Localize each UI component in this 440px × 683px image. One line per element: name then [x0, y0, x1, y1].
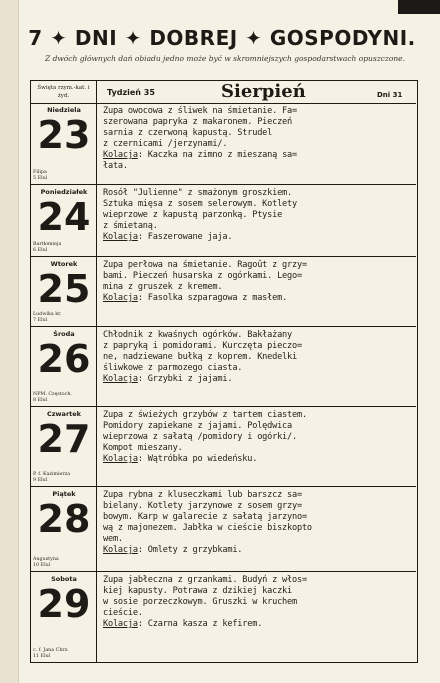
day-number: 23 [37, 113, 91, 157]
menu-line: ne, nadziewane bułką z koprem. Knedelki [103, 352, 297, 362]
menu-line: wą z majonezem. Jabłka w cieście biszkopto [103, 523, 312, 533]
day-name: Niedziela [47, 106, 81, 114]
day-name: Środa [53, 330, 75, 338]
day-name: Czwartek [47, 410, 81, 418]
saint-name: Bartłomieja 6 Elul [33, 242, 62, 253]
day-name: Poniedziałek [40, 188, 88, 196]
day-row [31, 257, 416, 327]
menu-line: Chłodnik z kwaśnych ogórków. Bakłażany [103, 330, 293, 340]
menu-line: Sztuka mięsa z sosem selerowym. Kotlety [103, 199, 297, 209]
day-menu [103, 490, 411, 556]
menu-line: Kompot mieszany. [103, 443, 183, 453]
menu-line: bowym. Karp w galarecie z sałatą jarzyno= [103, 512, 307, 522]
menu-line: cieście. [103, 608, 143, 618]
menu-line: Zupa owocowa z śliwek na śmietanie. Fa= [103, 106, 297, 116]
supper-line: Kolacja: Kaczka na zimno z mieszaną sa= [103, 150, 297, 160]
week-label: Tydzień 35 [107, 88, 155, 97]
days-count-label: Dni 31 [377, 91, 403, 99]
supper-label: Kolacja [103, 545, 138, 555]
supper-label: Kolacja [103, 374, 138, 384]
menu-line: z czernicami /jerzynami/. [103, 139, 228, 149]
supper-label: Kolacja [103, 232, 138, 242]
day-number: 29 [37, 582, 91, 626]
supper-line: Kolacja: Wątróbka po wiedeńsku. [103, 454, 258, 464]
menu-line: wem. [103, 534, 123, 544]
day-menu [103, 260, 411, 304]
day-number: 27 [37, 417, 91, 461]
supper-line: Kolacja: Fasolka szparagowa z masłem. [103, 293, 288, 303]
day-name: Piątek [52, 490, 76, 498]
day-row [31, 327, 416, 407]
page-corner-bar [398, 0, 440, 14]
day-row [31, 487, 416, 572]
menu-line: wieprzowa z sałatą /pomidory i ogórki/. [103, 432, 297, 442]
page-title: 7 ✦ DNI ✦ DOBREJ ✦ GOSPODYNI. [28, 26, 416, 50]
day-name: Wtorek [50, 260, 78, 268]
day-menu [103, 188, 411, 243]
day-column [31, 103, 97, 184]
supper-line: Kolacja: Grzybki z jajami. [103, 374, 233, 384]
day-menu [103, 106, 411, 172]
day-column [31, 407, 97, 486]
menu-line: bielany. Kotlety jarzynowe z sosem grzy= [103, 501, 302, 511]
day-number: 26 [37, 337, 91, 381]
menu-line: wieprzowe z kapustą parzonką. Ptysie [103, 210, 283, 220]
supper-label: Kolacja [103, 619, 138, 629]
day-column [31, 257, 97, 326]
day-row [31, 572, 416, 662]
menu-line: Zupa perłowa na śmietanie. Ragoût z grzy= [103, 260, 307, 270]
supper-continuation: łata. [103, 161, 128, 171]
day-menu [103, 410, 411, 465]
page-edge [0, 0, 19, 683]
page-subtitle: Z dwóch głównych dań obiadu jedno może być w skromniejszych gospodarstwach opuszczone. [44, 54, 406, 63]
day-number: 24 [37, 195, 91, 239]
day-column [31, 327, 97, 406]
menu-line: sarnia z czerwoną kapustą. Strudel [103, 128, 273, 138]
menu-line: mina z gruszek z kremem. [103, 282, 223, 292]
supper-line: Kolacja: Czarna kasza z kefirem. [103, 619, 263, 629]
table-header [31, 81, 416, 104]
menu-line: Zupa rybna z kluseczkami lub barszcz sa= [103, 490, 302, 500]
day-number: 28 [37, 497, 91, 541]
supper-label: Kolacja [103, 454, 138, 464]
menu-line: z śmietaną. [103, 221, 158, 231]
supper-line: Kolacja: Omlety z grzybkami. [103, 545, 243, 555]
day-name: Sobota [51, 575, 77, 583]
menu-line: kiej kapusty. Potrawa z dzikiej kaczki [103, 586, 293, 596]
saint-name: c. f. Jana Chrz. 11 Elul [33, 648, 69, 659]
day-column [31, 572, 97, 662]
saint-name: Ludwika kr. 7 Elul [33, 312, 62, 323]
month-label: Sierpień [221, 81, 306, 102]
menu-line: Pomidory zapiekane z jajami. Polędwica [103, 421, 293, 431]
supper-line: Kolacja: Faszerowane jaja. [103, 232, 233, 242]
menu-line: w sosie porzeczkowym. Gruszki w kruchem [103, 597, 297, 607]
menu-line: śliwkowe z parmozego ciasta. [103, 363, 243, 373]
menu-line: Zupa jabłeczna z grzankami. Budyń z włos= [103, 575, 307, 585]
day-column [31, 185, 97, 256]
day-row [31, 103, 416, 185]
day-menu [103, 330, 411, 385]
saints-column-header: Święta rzym.-kat. i żyd. [31, 81, 97, 103]
day-number: 25 [37, 267, 91, 311]
day-row [31, 407, 416, 487]
saint-name: Filipa 5 Elul [33, 170, 48, 181]
menu-line: Rosół "Julienne" z smażonym groszkiem. [103, 188, 293, 198]
day-menu [103, 575, 411, 630]
menu-line: bami. Pieczeń husarska z ogórkami. Lego= [103, 271, 302, 281]
menu-line: z papryką i pomidorami. Kurczęta pieczo= [103, 341, 302, 351]
day-row [31, 185, 416, 257]
menu-line: Zupa z świeżych grzybów z tartem ciastem. [103, 410, 307, 420]
saint-name: P. f. Kazimierza 9 Elul [33, 472, 71, 483]
saint-name: NPM. Częstoch. 8 Elul [33, 392, 73, 403]
menu-line: szerowana papryka z makaronem. Pieczeń [103, 117, 293, 127]
saint-name: Augustyna 10 Elul [33, 557, 59, 568]
supper-label: Kolacja [103, 150, 138, 160]
week-table [30, 80, 418, 663]
supper-label: Kolacja [103, 293, 138, 303]
day-column [31, 487, 97, 571]
